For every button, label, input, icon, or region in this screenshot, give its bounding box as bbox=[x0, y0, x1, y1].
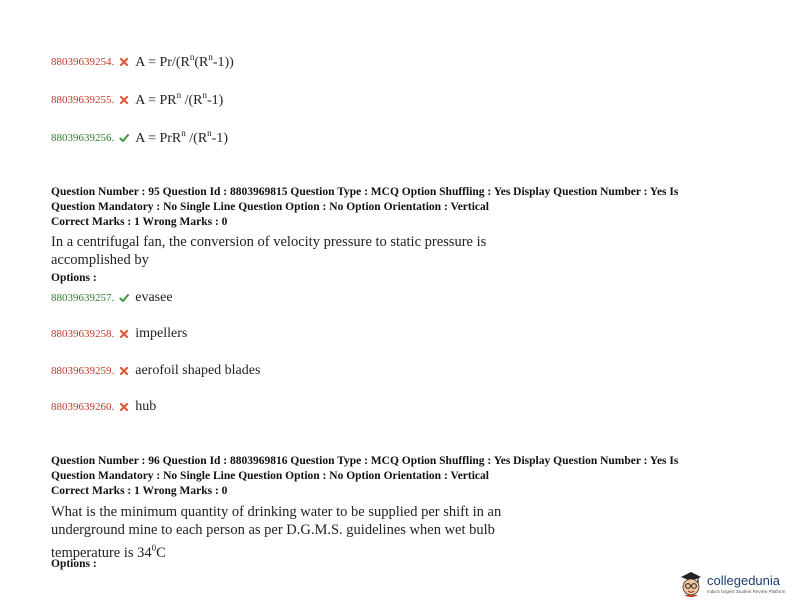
check-icon bbox=[119, 133, 129, 143]
check-icon bbox=[119, 293, 129, 303]
logo-tagline: India's largest Student Review Platform bbox=[707, 588, 786, 594]
logo-name: collegedunia bbox=[707, 572, 781, 588]
option-text: hub bbox=[135, 399, 157, 414]
option-row bbox=[51, 290, 173, 306]
option-row bbox=[51, 90, 223, 109]
cross-icon bbox=[119, 402, 129, 412]
question-meta-line: Question Number : 96 Question Id : 8803969816 Question Type : MCQ Option Shuffling : Yes Display Question Number : Yes Is bbox=[51, 455, 679, 467]
option-id: 88039639254. bbox=[51, 55, 115, 68]
option-row bbox=[51, 399, 156, 415]
question-meta-line: Question Mandatory : No Single Line Question Option : No Option Orientation : Vertical bbox=[51, 201, 489, 213]
option-id: 88039639259. bbox=[51, 365, 115, 377]
cross-icon bbox=[119, 57, 129, 67]
question-95-meta bbox=[51, 185, 751, 230]
option-row bbox=[51, 326, 187, 342]
options-label: Options : bbox=[51, 558, 97, 570]
option-text: impellers bbox=[135, 326, 188, 341]
question-marks: Correct Marks : 1 Wrong Marks : 0 bbox=[51, 485, 228, 497]
option-text: aerofoil shaped blades bbox=[135, 363, 261, 378]
question-96-text: What is the minimum quantity of drinking water to be supplied per shift in an underground mine to each person as per D.G.M.S. guidelines when wet bulb temperature is $34^0C$ bbox=[51, 504, 502, 561]
option-formula: A = PrR$^n$ $/(R^n-1)$ bbox=[135, 128, 228, 146]
option-row bbox=[51, 52, 234, 71]
question-96-meta bbox=[51, 454, 751, 499]
option-formula: $A = Pr/(R^n(R^n-1))$ bbox=[135, 52, 234, 70]
student-mascot-icon bbox=[678, 568, 704, 598]
options-label: Options : bbox=[51, 272, 97, 284]
question-meta-line: Question Number : 95 Question Id : 8803969815 Question Type : MCQ Option Shuffling : Yes Display Question Number : Yes Is bbox=[51, 186, 679, 198]
question-meta-line: Question Mandatory : No Single Line Question Option : No Option Orientation : Vertical bbox=[51, 470, 489, 482]
option-id: 88039639260. bbox=[51, 401, 115, 413]
option-row bbox=[51, 363, 260, 379]
cross-icon bbox=[119, 95, 129, 105]
option-id: 88039639257. bbox=[51, 292, 115, 304]
option-text: evasee bbox=[135, 290, 173, 305]
cross-icon bbox=[119, 329, 129, 339]
cross-icon bbox=[119, 366, 129, 376]
question-marks: Correct Marks : 1 Wrong Marks : 0 bbox=[51, 216, 228, 228]
option-row bbox=[51, 128, 228, 147]
option-id: 88039639258. bbox=[51, 328, 115, 340]
option-formula: $A = PR^n$ $/(R^n-1)$ bbox=[135, 90, 224, 108]
collegedunia-logo bbox=[678, 568, 785, 598]
option-id: 88039639255. bbox=[51, 93, 115, 106]
option-id: 88039639256. bbox=[51, 131, 115, 144]
question-95-text: In a centrifugal fan, the conversion of velocity pressure to static pressure is accomplished by bbox=[51, 234, 487, 268]
